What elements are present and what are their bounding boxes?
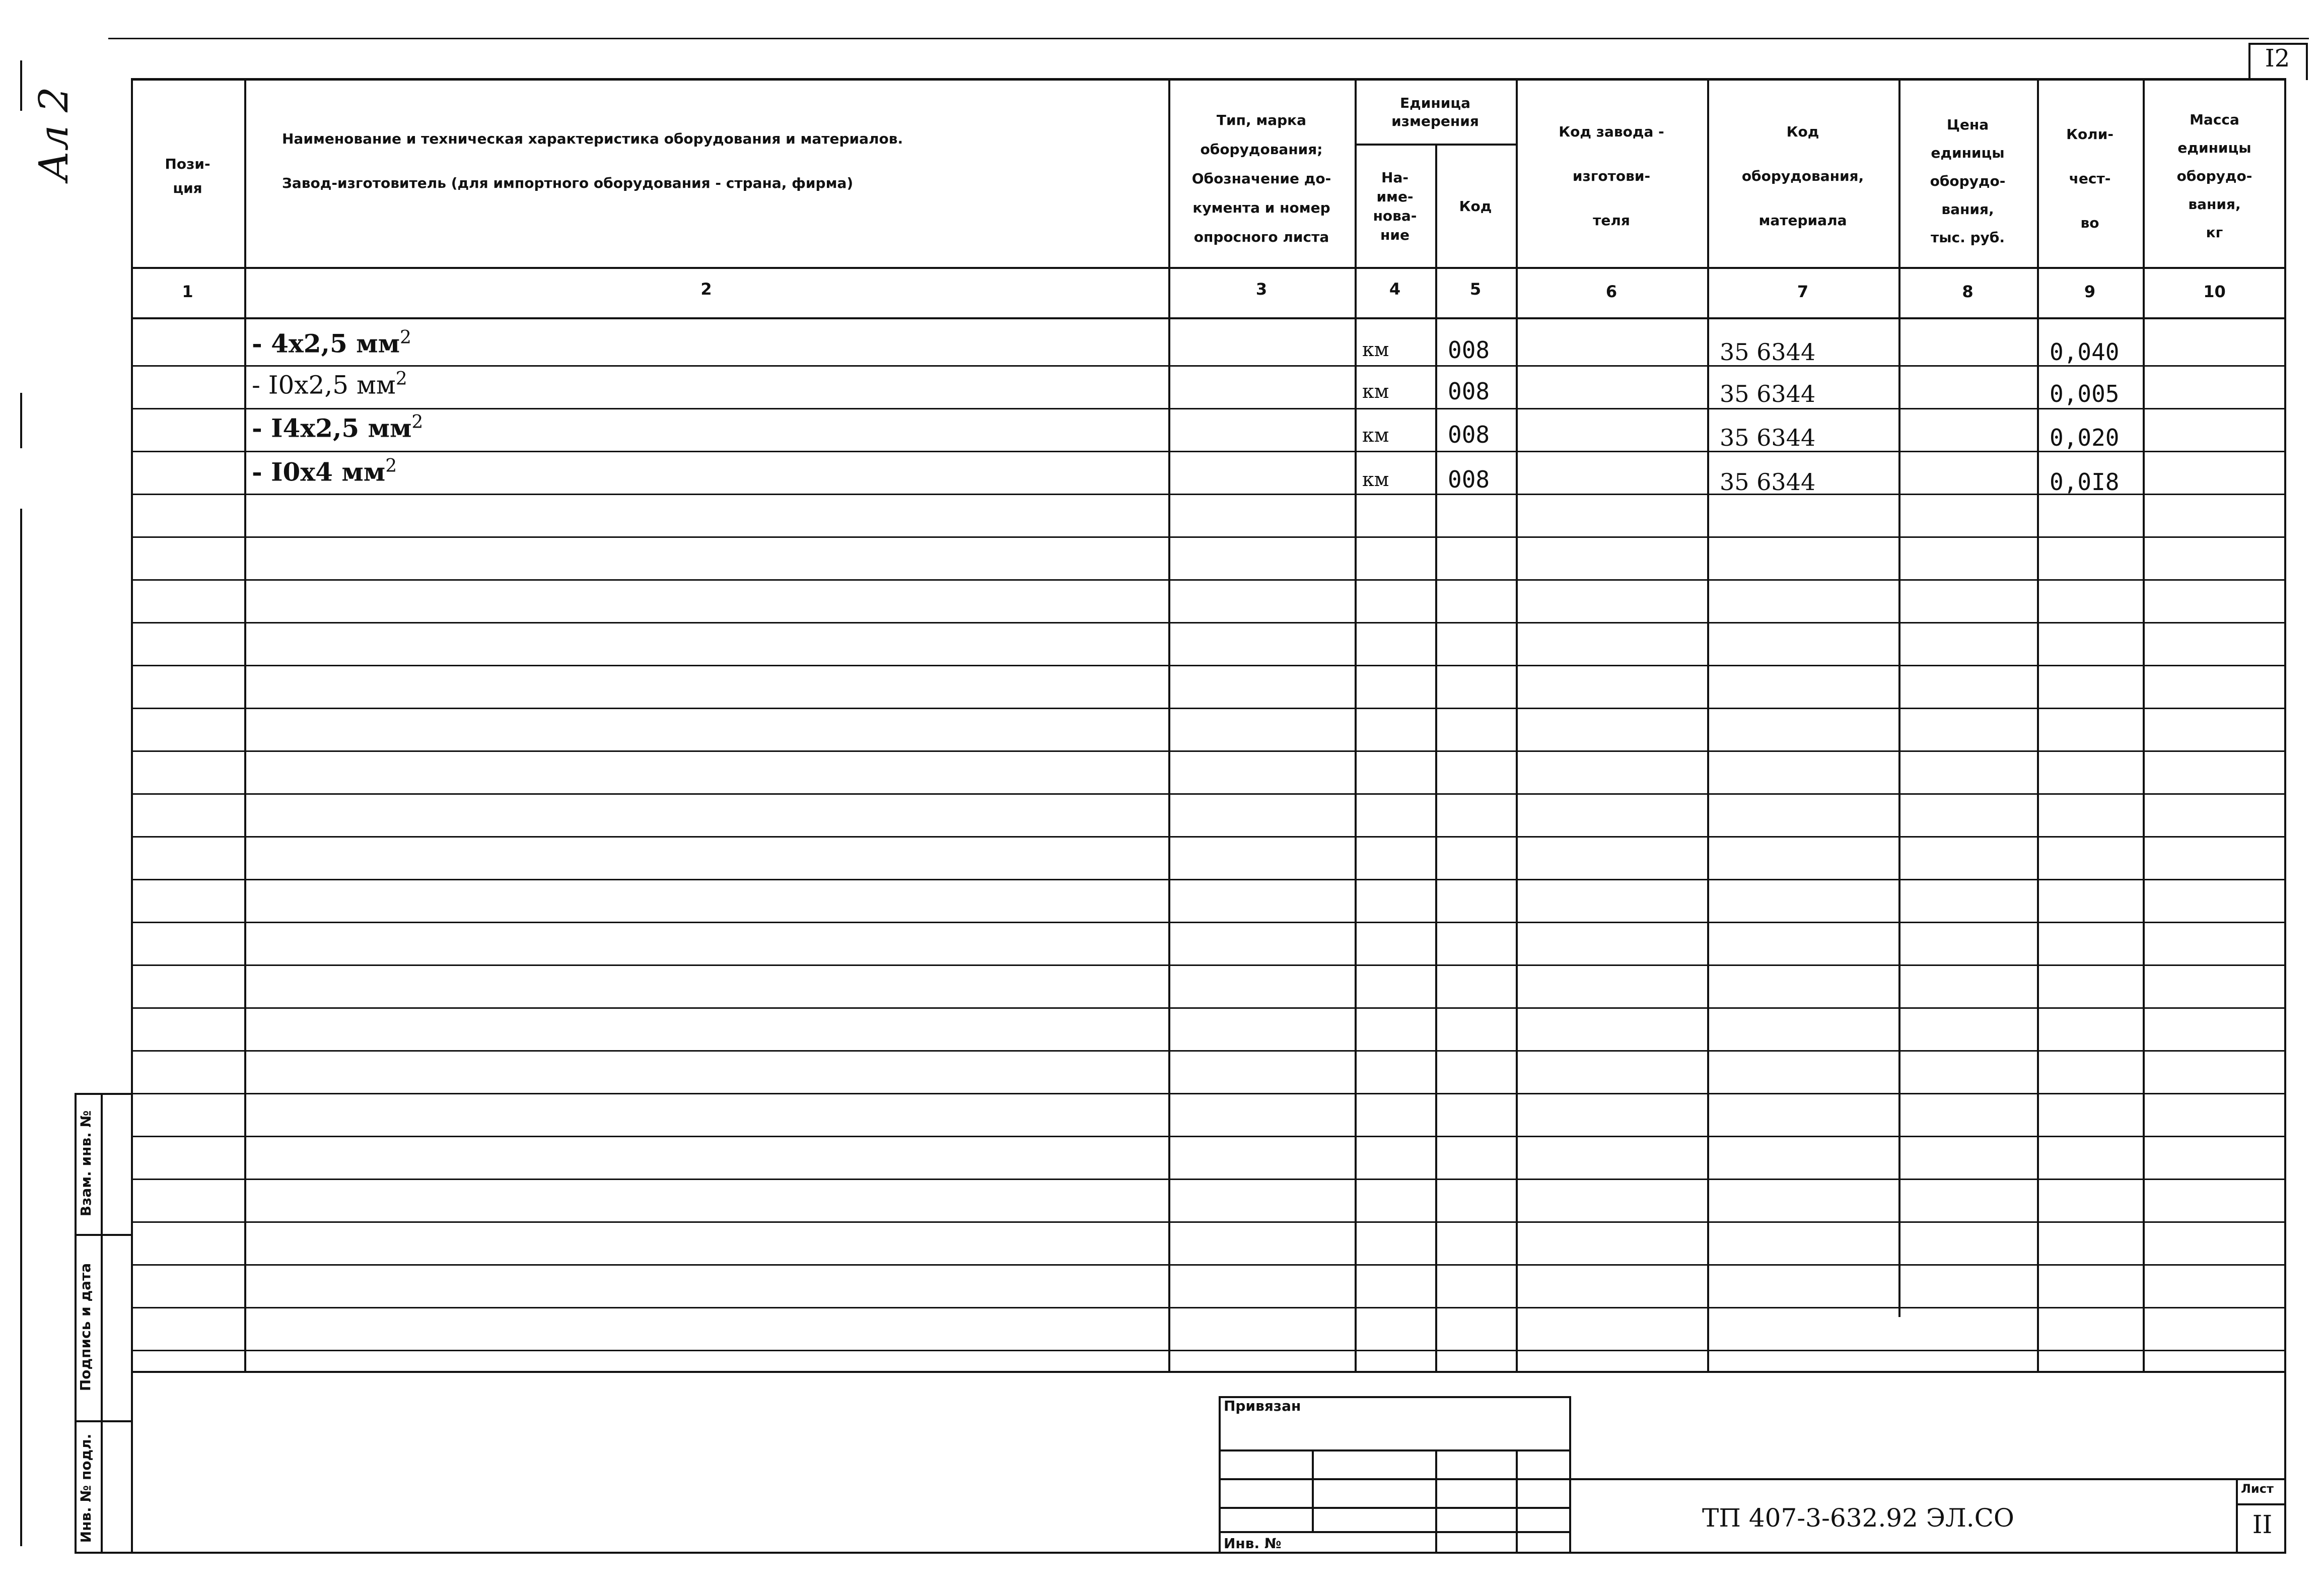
column-number: 4 — [1389, 280, 1401, 299]
attached-rule — [1219, 1507, 1571, 1509]
column-number: 3 — [1255, 280, 1267, 299]
margin-mark: Ал 2 — [30, 87, 77, 181]
table-row — [131, 750, 2286, 752]
table-row — [131, 1136, 2286, 1137]
table-row — [131, 536, 2286, 538]
col-divider — [1898, 78, 1900, 1317]
margin-stroke — [20, 393, 22, 448]
row-unit: км — [1362, 468, 1389, 491]
table-row — [131, 1050, 2286, 1052]
sheet-top-number: I2 — [2265, 44, 2290, 73]
attached-divider — [1516, 1449, 1518, 1554]
table-row — [131, 665, 2286, 666]
column-number: 2 — [700, 280, 712, 299]
doc-code: ТП 407-3-632.92 ЭЛ.СО — [1702, 1503, 2014, 1533]
header-bottom-rule — [131, 267, 2286, 269]
doc-code-rule — [1571, 1478, 2286, 1480]
col-divider — [1435, 144, 1437, 1372]
row-unit: км — [1362, 424, 1389, 446]
row-code: 008 — [1448, 378, 1490, 405]
attached-rule — [1219, 1478, 1571, 1480]
table-row — [131, 879, 2286, 880]
sheet-number: II — [2252, 1510, 2273, 1539]
attached-divider — [1435, 1449, 1437, 1554]
table-row — [131, 622, 2286, 624]
column-number: 1 — [182, 282, 193, 301]
header-material-code: Код оборудования, материала — [1741, 123, 1864, 229]
table-row — [131, 922, 2286, 923]
side-stamp-divider — [101, 1093, 103, 1554]
column-numbers-rule — [131, 317, 2286, 319]
side-label-replace-inv: Взам. инв. № — [78, 1110, 94, 1217]
header-quantity: Коли- чест- во — [2066, 126, 2114, 231]
side-label-inv-orig: Инв. № подл. — [78, 1433, 94, 1543]
table-row — [131, 1350, 2286, 1351]
margin-stroke — [20, 60, 22, 111]
sheet-label: Лист — [2241, 1482, 2274, 1496]
top-rule — [108, 38, 2309, 39]
row-code: 008 — [1448, 336, 1490, 364]
row-material-code: 35 6344 — [1720, 380, 1816, 407]
side-label-sign-date: Подпись и дата — [77, 1263, 94, 1392]
table-row — [131, 964, 2286, 966]
column-number: 6 — [1605, 282, 1617, 301]
table-row — [131, 1179, 2286, 1180]
row-material-code: 35 6344 — [1720, 338, 1816, 366]
header-unit-code: Код — [1459, 198, 1492, 215]
table-row — [131, 793, 2286, 795]
row-name: - 4x2,5 $мм^2$ — [252, 327, 411, 359]
row-quantity: 0,020 — [2050, 424, 2120, 451]
table-row — [131, 1307, 2286, 1308]
column-number: 8 — [1962, 282, 1974, 301]
header-unit-group: Единица измерения — [1391, 94, 1479, 129]
header-mass: Масса единицы оборудо- вания, кг — [2176, 111, 2252, 241]
table-row — [131, 1093, 2286, 1094]
header-position: Пози- ция — [165, 156, 210, 196]
row-material-code: 35 6344 — [1720, 468, 1816, 496]
attached-rule — [1219, 1531, 1571, 1533]
table-row — [131, 451, 2286, 452]
inv-label: Инв. № — [1224, 1535, 1282, 1552]
attached-block — [1219, 1396, 1571, 1554]
header-price: Цена единицы оборудо- вания, тыс. руб. — [1930, 116, 2006, 246]
attached-label: Привязан — [1224, 1398, 1301, 1414]
table-row — [131, 494, 2286, 495]
row-name: - I4x2,5 $мм^2$ — [252, 412, 424, 443]
attached-rule — [1219, 1449, 1571, 1451]
column-number: 9 — [2084, 282, 2096, 301]
table-row — [131, 836, 2286, 838]
row-name: - I0x2,5 $мм^2$ — [252, 369, 407, 400]
table-row — [131, 579, 2286, 581]
row-unit: км — [1362, 380, 1389, 402]
row-quantity: 0,040 — [2050, 338, 2120, 366]
table-row — [131, 1221, 2286, 1223]
row-quantity: 0,0I8 — [2050, 468, 2120, 496]
row-material-code: 35 6344 — [1720, 424, 1816, 451]
header-name: Наименование и техническая характеристика оборудования и материалов. Завод-изготовитель (для импортного оборудования - страна, фирма) — [282, 130, 903, 191]
table-row — [131, 1264, 2286, 1266]
row-code: 008 — [1448, 421, 1490, 448]
header-type: Тип, марка оборудования; Обозначение до- кумента и номер опросного листа — [1191, 112, 1331, 245]
column-number: 10 — [2203, 282, 2226, 301]
table-row — [131, 408, 2286, 409]
column-number: 5 — [1469, 280, 1482, 299]
row-name: - I0x4 $мм^2$ — [252, 456, 397, 487]
table-bottom-rule — [131, 1371, 2286, 1373]
table-row — [131, 708, 2286, 709]
row-unit: км — [1362, 338, 1389, 361]
column-number: 7 — [1797, 282, 1809, 301]
header-manufacturer-code: Код завода - изготови- теля — [1559, 123, 1664, 229]
table-row — [131, 365, 2286, 367]
sheet-box-rule — [2236, 1503, 2286, 1505]
row-quantity: 0,005 — [2050, 380, 2120, 407]
header-unit-name: На- име- нова- ние — [1373, 169, 1417, 243]
table-row — [131, 1007, 2286, 1009]
attached-divider — [1312, 1449, 1314, 1531]
row-code: 008 — [1448, 466, 1490, 493]
margin-stroke — [20, 509, 22, 1546]
